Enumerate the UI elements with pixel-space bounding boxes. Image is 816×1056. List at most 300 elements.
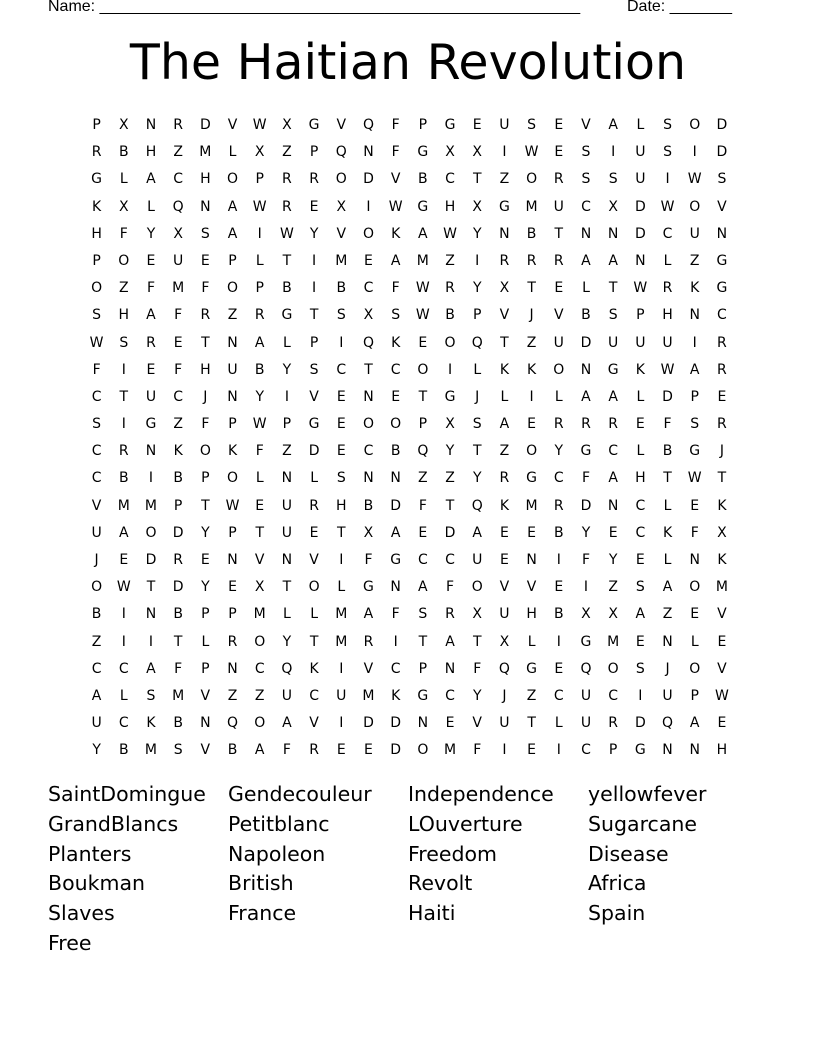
- grid-letter: I: [447, 361, 453, 378]
- grid-letter: L: [663, 252, 672, 269]
- grid-letter: K: [391, 334, 401, 351]
- grid-letter: R: [445, 606, 455, 623]
- grid-letter: P: [418, 117, 428, 133]
- grid-letter: I: [257, 225, 262, 242]
- grid-letter: X: [254, 579, 265, 596]
- grid-letter: T: [201, 497, 210, 514]
- grid-letter: R: [200, 307, 211, 324]
- grid-letter: O: [526, 443, 538, 460]
- grid-letter: C: [445, 171, 455, 188]
- grid-letter: B: [581, 307, 591, 324]
- grid-letter: Z: [526, 687, 537, 704]
- grid-letter: Z: [499, 443, 510, 460]
- grid-letter: O: [227, 470, 239, 487]
- grid-letter: N: [145, 117, 157, 133]
- grid-letter: N: [145, 443, 157, 460]
- grid-letter: H: [635, 470, 646, 487]
- grid-letter: L: [473, 361, 482, 378]
- grid-letter: W: [660, 361, 675, 378]
- grid-letter: N: [200, 715, 211, 732]
- grid-row: [83, 494, 736, 521]
- grid-row: [83, 167, 736, 194]
- grid-letter: L: [554, 715, 563, 732]
- grid-letter: W: [443, 225, 457, 242]
- grid-letter: R: [254, 307, 265, 324]
- grid-letter: I: [665, 171, 670, 188]
- grid-letter: B: [336, 280, 347, 297]
- grid-letter: D: [363, 715, 374, 732]
- grid-letter: I: [121, 633, 126, 650]
- word-list-item: Revolt: [408, 871, 473, 896]
- grid-letter: J: [529, 307, 534, 324]
- grid-letter: G: [417, 198, 429, 215]
- word-list-item: Slaves: [48, 901, 115, 926]
- grid-letter: K: [391, 225, 401, 242]
- grid-letter: R: [553, 416, 564, 433]
- grid-letter: O: [607, 660, 619, 677]
- grid-letter: H: [200, 361, 211, 378]
- grid-letter: E: [717, 388, 727, 405]
- grid-letter: N: [526, 552, 537, 568]
- grid-letter: A: [662, 579, 673, 596]
- grid-letter: E: [336, 416, 346, 433]
- grid-letter: N: [635, 252, 646, 269]
- grid-letter: A: [608, 252, 618, 269]
- grid-letter: A: [689, 715, 700, 732]
- grid-letter: L: [636, 117, 645, 133]
- grid-letter: E: [146, 252, 156, 269]
- grid-letter: G: [281, 307, 293, 324]
- grid-letter: S: [391, 307, 401, 324]
- grid-letter: W: [714, 687, 729, 704]
- grid-letter: P: [690, 388, 699, 405]
- grid-row: [83, 358, 736, 385]
- grid-letter: Y: [445, 443, 455, 460]
- grid-letter: Z: [282, 144, 292, 161]
- grid-letter: P: [201, 470, 210, 487]
- grid-letter: R: [717, 416, 727, 433]
- grid-letter: T: [663, 470, 672, 487]
- grid-letter: F: [581, 470, 590, 487]
- grid-letter: C: [581, 742, 591, 759]
- grid-letter: M: [607, 633, 620, 650]
- grid-letter: F: [581, 552, 590, 568]
- grid-letter: P: [472, 307, 482, 324]
- grid-letter: R: [608, 715, 619, 732]
- grid-letter: Q: [471, 334, 483, 351]
- grid-letter: N: [390, 579, 401, 596]
- grid-letter: C: [390, 361, 401, 378]
- grid-letter: I: [312, 252, 317, 269]
- grid-row: [83, 657, 736, 684]
- word-list-item: Boukman: [48, 871, 145, 896]
- word-list-item: Independence: [408, 782, 554, 806]
- grid-letter: T: [472, 633, 482, 650]
- word-list-item: Free: [48, 930, 92, 955]
- grid-letter: E: [391, 388, 401, 405]
- grid-letter: U: [662, 687, 673, 704]
- grid-letter: Z: [608, 579, 618, 596]
- grid-letter: Q: [335, 144, 347, 161]
- grid-letter: Y: [472, 280, 482, 297]
- grid-letter: S: [472, 416, 482, 433]
- grid-letter: U: [499, 606, 510, 623]
- grid-letter: E: [635, 552, 645, 568]
- grid-letter: R: [553, 497, 564, 514]
- grid-letter: Z: [662, 606, 673, 623]
- grid-letter: E: [472, 117, 482, 133]
- grid-letter: F: [201, 416, 210, 433]
- grid-letter: I: [611, 144, 616, 161]
- grid-letter: P: [92, 117, 101, 133]
- grid-letter: P: [228, 524, 237, 541]
- grid-letter: T: [418, 633, 428, 650]
- grid-letter: G: [716, 280, 728, 297]
- grid-letter: C: [363, 280, 374, 297]
- grid-letter: Z: [227, 687, 238, 704]
- grid-letter: Q: [172, 198, 184, 215]
- grid-letter: C: [118, 660, 129, 677]
- grid-letter: Z: [118, 280, 129, 297]
- grid-row: [83, 303, 736, 330]
- grid-letter: X: [472, 198, 483, 215]
- grid-letter: Y: [472, 687, 482, 704]
- grid-row: [83, 276, 736, 303]
- grid-letter: U: [281, 687, 293, 704]
- grid-letter: E: [119, 552, 129, 568]
- grid-letter: A: [472, 524, 482, 541]
- grid-letter: Q: [362, 117, 374, 133]
- word-list-item: Haiti: [408, 901, 456, 926]
- grid-letter: K: [227, 443, 238, 460]
- grid-letter: G: [417, 687, 429, 704]
- grid-letter: D: [145, 552, 157, 568]
- grid-row: [83, 521, 736, 548]
- grid-letter: M: [525, 198, 538, 215]
- grid-letter: N: [689, 307, 700, 324]
- grid-letter: V: [526, 579, 537, 596]
- word-search-grid: [83, 113, 736, 766]
- grid-letter: K: [717, 552, 727, 568]
- grid-letter: M: [172, 687, 185, 704]
- grid-letter: E: [173, 334, 183, 351]
- grid-letter: O: [362, 225, 374, 242]
- grid-letter: A: [581, 252, 591, 269]
- grid-letter: L: [554, 388, 563, 405]
- grid-letter: Y: [92, 742, 101, 759]
- grid-letter: C: [363, 443, 374, 460]
- grid-letter: U: [145, 388, 157, 405]
- grid-letter: Z: [689, 252, 700, 269]
- grid-letter: Y: [201, 579, 210, 596]
- grid-letter: T: [282, 579, 292, 596]
- grid-letter: O: [689, 579, 701, 596]
- grid-letter: M: [172, 280, 185, 297]
- grid-letter: P: [636, 307, 645, 324]
- grid-letter: U: [281, 497, 293, 514]
- grid-letter: X: [608, 606, 618, 623]
- page-title: The Haitian Revolution: [129, 34, 687, 91]
- grid-letter: R: [717, 334, 727, 351]
- grid-letter: C: [336, 361, 347, 378]
- grid-letter: I: [121, 416, 126, 433]
- grid-letter: J: [94, 552, 99, 568]
- grid-letter: B: [363, 497, 374, 514]
- grid-letter: H: [716, 742, 728, 759]
- grid-letter: W: [415, 307, 430, 324]
- grid-letter: E: [608, 524, 618, 541]
- grid-letter: B: [173, 715, 183, 732]
- grid-letter: Q: [417, 443, 429, 460]
- grid-letter: T: [201, 334, 210, 351]
- grid-letter: M: [117, 497, 130, 514]
- grid-letter: B: [173, 470, 183, 487]
- grid-letter: A: [254, 334, 265, 351]
- grid-letter: Y: [309, 225, 319, 242]
- grid-letter: A: [146, 307, 156, 324]
- grid-letter: O: [227, 171, 239, 188]
- grid-letter: T: [146, 579, 156, 596]
- grid-letter: N: [363, 470, 374, 487]
- grid-letter: G: [417, 144, 429, 161]
- grid-letter: F: [418, 497, 427, 514]
- grid-letter: U: [173, 252, 184, 269]
- grid-letter: E: [527, 524, 537, 541]
- grid-letter: O: [145, 524, 157, 541]
- date-field-label: Date: _______: [627, 0, 732, 15]
- grid-letter: O: [689, 117, 701, 133]
- grid-letter: A: [390, 252, 401, 269]
- grid-letter: N: [499, 225, 510, 242]
- grid-letter: K: [499, 497, 509, 514]
- grid-letter: L: [310, 470, 318, 487]
- grid-letter: Q: [281, 660, 293, 677]
- grid-letter: R: [227, 633, 238, 650]
- grid-row: [83, 412, 736, 439]
- grid-letter: R: [118, 443, 129, 460]
- grid-letter: L: [636, 388, 645, 405]
- grid-letter: P: [608, 742, 618, 759]
- grid-letter: B: [390, 443, 401, 460]
- grid-letter: W: [279, 225, 294, 242]
- grid-letter: U: [499, 117, 510, 133]
- grid-letter: C: [445, 687, 455, 704]
- grid-letter: Q: [580, 660, 592, 677]
- grid-row: [83, 738, 736, 765]
- grid-letter: I: [148, 470, 154, 487]
- grid-letter: G: [498, 198, 510, 215]
- grid-letter: K: [173, 443, 183, 460]
- grid-letter: B: [91, 606, 102, 623]
- word-list-item: SaintDomingue: [48, 782, 206, 806]
- grid-letter: W: [687, 470, 702, 487]
- grid-letter: O: [91, 280, 103, 297]
- grid-letter: T: [527, 280, 536, 297]
- grid-letter: K: [717, 497, 727, 514]
- grid-letter: K: [391, 687, 401, 704]
- grid-letter: X: [282, 117, 292, 133]
- grid-letter: L: [663, 497, 672, 514]
- grid-letter: D: [580, 497, 592, 514]
- grid-letter: T: [309, 307, 319, 324]
- grid-letter: D: [634, 225, 646, 242]
- grid-letter: F: [92, 361, 101, 378]
- grid-letter: I: [556, 552, 561, 568]
- grid-letter: X: [717, 524, 727, 541]
- grid-letter: N: [580, 225, 592, 242]
- grid-row: [83, 113, 736, 140]
- grid-letter: V: [363, 660, 374, 677]
- grid-letter: C: [553, 687, 564, 704]
- grid-letter: V: [581, 117, 591, 133]
- grid-letter: E: [418, 524, 428, 541]
- grid-letter: G: [607, 361, 619, 378]
- grid-letter: F: [146, 280, 155, 297]
- grid-letter: E: [690, 606, 700, 623]
- grid-letter: G: [580, 633, 592, 650]
- grid-letter: W: [633, 280, 648, 297]
- grid-letter: F: [391, 144, 400, 161]
- grid-letter: F: [663, 416, 672, 433]
- grid-row: [83, 575, 736, 602]
- grid-letter: C: [173, 171, 184, 188]
- grid-letter: R: [363, 633, 374, 650]
- grid-letter: K: [635, 361, 645, 378]
- grid-letter: V: [200, 742, 211, 759]
- grid-letter: V: [336, 225, 347, 242]
- grid-letter: O: [417, 742, 429, 759]
- grid-letter: F: [364, 552, 373, 568]
- grid-letter: I: [583, 579, 589, 596]
- grid-letter: Y: [255, 388, 264, 405]
- grid-letter: T: [445, 497, 455, 514]
- grid-letter: S: [200, 225, 210, 242]
- word-list-item: Petitblanc: [228, 811, 330, 836]
- grid-letter: L: [337, 579, 346, 596]
- grid-letter: E: [554, 144, 564, 161]
- grid-letter: B: [118, 144, 129, 161]
- grid-letter: I: [502, 144, 507, 161]
- word-list-item: Planters: [48, 841, 132, 866]
- grid-letter: Z: [499, 171, 510, 188]
- grid-letter: J: [502, 687, 507, 704]
- grid-letter: D: [662, 388, 673, 405]
- grid-row: [83, 195, 736, 222]
- grid-letter: K: [92, 198, 102, 215]
- grid-letter: D: [580, 334, 592, 351]
- word-list-item: British: [228, 871, 294, 896]
- grid-letter: Z: [445, 252, 455, 269]
- grid-letter: C: [254, 660, 265, 677]
- grid-letter: M: [144, 497, 158, 514]
- grid-letter: U: [227, 361, 238, 378]
- grid-letter: O: [335, 171, 347, 188]
- grid-letter: C: [635, 524, 646, 541]
- grid-letter: G: [444, 388, 456, 405]
- grid-letter: X: [363, 524, 374, 541]
- grid-letter: G: [716, 252, 728, 269]
- grid-letter: O: [526, 171, 538, 188]
- grid-letter: Y: [472, 225, 482, 242]
- grid-letter: L: [310, 606, 318, 623]
- word-list-item: Africa: [588, 871, 647, 896]
- grid-letter: W: [252, 416, 267, 433]
- grid-letter: M: [335, 606, 348, 623]
- grid-letter: S: [608, 307, 618, 324]
- grid-letter: V: [717, 660, 727, 677]
- grid-letter: T: [418, 388, 428, 405]
- grid-letter: D: [634, 198, 646, 215]
- grid-letter: M: [144, 742, 158, 759]
- grid-letter: X: [472, 606, 483, 623]
- grid-letter: F: [446, 579, 455, 596]
- grid-letter: O: [254, 633, 266, 650]
- grid-letter: A: [227, 225, 238, 242]
- grid-letter: W: [89, 334, 104, 351]
- grid-letter: T: [717, 470, 727, 487]
- grid-letter: T: [554, 225, 564, 242]
- grid-letter: Z: [91, 633, 102, 650]
- grid-letter: D: [390, 742, 402, 759]
- grid-letter: T: [472, 171, 482, 188]
- grid-letter: R: [309, 742, 319, 759]
- grid-letter: E: [527, 416, 537, 433]
- grid-letter: K: [146, 715, 156, 732]
- grid-letter: C: [717, 307, 727, 324]
- grid-letter: F: [282, 742, 291, 759]
- grid-letter: I: [284, 388, 289, 405]
- grid-letter: O: [553, 361, 565, 378]
- grid-letter: D: [363, 171, 374, 188]
- grid-row: [83, 466, 736, 493]
- grid-letter: N: [716, 225, 728, 242]
- grid-letter: D: [634, 715, 646, 732]
- grid-letter: T: [309, 633, 319, 650]
- grid-letter: V: [553, 307, 564, 324]
- grid-row: [83, 439, 736, 466]
- grid-letter: R: [499, 252, 510, 269]
- grid-letter: G: [634, 742, 646, 759]
- grid-letter: H: [145, 144, 157, 161]
- grid-letter: B: [445, 307, 455, 324]
- grid-letter: F: [174, 307, 183, 324]
- grid-letter: R: [173, 552, 184, 568]
- grid-letter: N: [227, 334, 238, 351]
- grid-letter: P: [228, 252, 237, 269]
- grid-letter: F: [473, 660, 482, 677]
- grid-letter: Q: [662, 715, 674, 732]
- grid-letter: R: [282, 171, 292, 188]
- grid-letter: G: [580, 443, 592, 460]
- grid-letter: A: [635, 606, 646, 623]
- grid-letter: M: [525, 497, 538, 514]
- grid-letter: V: [309, 388, 319, 405]
- grid-letter: R: [173, 117, 184, 133]
- grid-letter: A: [363, 606, 374, 623]
- grid-letter: X: [499, 280, 510, 297]
- grid-letter: G: [363, 579, 374, 596]
- grid-letter: J: [665, 660, 670, 677]
- grid-letter: F: [119, 225, 128, 242]
- grid-letter: L: [663, 552, 672, 568]
- grid-letter: K: [527, 361, 537, 378]
- grid-letter: I: [529, 388, 534, 405]
- grid-letter: B: [553, 524, 564, 541]
- grid-letter: Y: [554, 443, 564, 460]
- grid-letter: B: [418, 171, 428, 188]
- grid-letter: B: [553, 606, 564, 623]
- grid-letter: E: [200, 252, 210, 269]
